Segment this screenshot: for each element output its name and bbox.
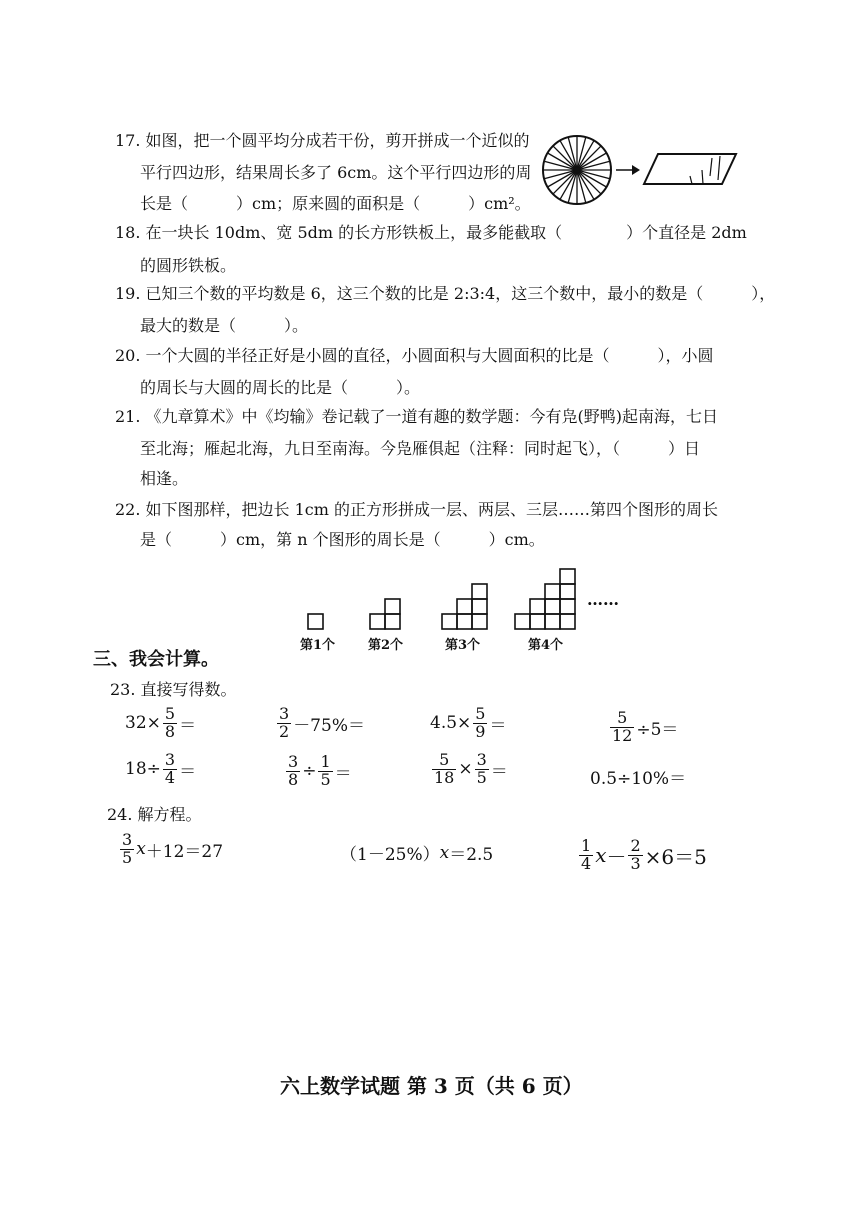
unit-square [472, 599, 487, 614]
unit-square [442, 614, 457, 629]
unit-square [472, 614, 487, 629]
unit-square [472, 584, 487, 599]
q22-line1: 22. 如下图那样，把边长 1cm 的正方形拼成一层、两层、三层……第四个图形的周长 [115, 500, 719, 519]
q17-line1: 17. 如图，把一个圆平均分成若干份，剪开拼成一个近似的 [115, 131, 530, 150]
q23-title: 23. 直接写得数。 [110, 680, 237, 699]
parallelogram-icon [644, 154, 736, 184]
fraction: $\frac{3}{4}$ [164, 750, 176, 787]
unit-square [560, 569, 575, 584]
q24-equation-1: $\frac{3}{5}$ x ＋12＝27 [122, 830, 224, 867]
unit-square [457, 614, 472, 629]
unit-square [545, 614, 560, 629]
fraction: $\frac{3}{8}$ [288, 752, 299, 789]
unit-square [560, 584, 575, 599]
unit-square [560, 614, 575, 629]
unit-square [560, 599, 575, 614]
fraction: $\frac{2}{3}$ [630, 836, 641, 873]
fraction: $\frac{5}{18}$ [434, 750, 455, 787]
figure-label-4: 第4个 [528, 638, 564, 653]
section-3-title: 三、我会计算。 [93, 649, 219, 670]
q21-line3: 相逢。 [140, 469, 189, 488]
unit-square [530, 614, 545, 629]
q24-title: 24. 解方程。 [107, 805, 202, 824]
fraction: $\frac{3}{5}$ [122, 830, 133, 867]
q23-problem-5: 18÷ $\frac{3}{4}$ ＝ [125, 750, 197, 787]
unit-square [370, 614, 385, 629]
q18-line1: 18. 在一块长 10dm、宽 5dm 的长方形铁板上，最多能截取（ ）个直径是 2dm [115, 223, 747, 242]
arrow-right-icon [616, 165, 640, 175]
q23-problem-2: $\frac{3}{2}$ －75%＝ [279, 704, 365, 741]
fraction: $\frac{5}{9}$ [475, 704, 486, 741]
q20-line2: 的周长与大圆的周长的比是（ ）。 [140, 378, 421, 397]
unit-square [530, 599, 545, 614]
fraction: $\frac{3}{2}$ [279, 704, 290, 741]
q17-figure [540, 132, 740, 212]
q23-problem-3: 4.5× $\frac{5}{9}$ ＝ [430, 704, 507, 741]
q21-line2: 至北海；雁起北海，九日至南海。今凫雁俱起（注释：同时起飞），（ ）日 [140, 439, 701, 458]
unit-square [545, 599, 560, 614]
unit-square [385, 599, 400, 614]
q18-line2: 的圆形铁板。 [140, 256, 237, 275]
fraction: $\frac{5}{8}$ [164, 704, 176, 741]
q19-line1: 19. 已知三个数的平均数是 6，这三个数的比是 2:3:4，这三个数中，最小的数是（ ）， [115, 284, 776, 303]
figure-ellipsis: …… [587, 590, 619, 609]
unit-square [385, 614, 400, 629]
q21-line1: 21. 《九章算术》中《均输》卷记载了一道有趣的数学题：今有凫(野鸭)起南海，七日 [115, 407, 719, 426]
q22-line2: 是（ ）cm，第 n 个图形的周长是（ ）cm。 [140, 530, 545, 549]
q19-line2: 最大的数是（ ）。 [140, 316, 309, 335]
q20-line1: 20. 一个大圆的半径正好是小圆的直径，小圆面积与大圆面积的比是（ ），小圆 [115, 346, 714, 365]
fraction: $\frac{1}{5}$ [320, 752, 331, 789]
figure-label-2: 第2个 [368, 638, 404, 653]
q17-line2: 平行四边形，结果周长多了 6cm。这个平行四边形的周 [140, 163, 532, 182]
fraction: $\frac{5}{12}$ [612, 708, 633, 745]
unit-square [515, 614, 530, 629]
figure-label-3: 第3个 [445, 638, 481, 653]
figure-label-1: 第1个 [300, 638, 336, 653]
fraction: $\frac{1}{4}$ [581, 836, 592, 873]
q23-problem-4: $\frac{5}{12}$ ÷5＝ [612, 708, 679, 745]
fraction: $\frac{3}{5}$ [476, 750, 487, 787]
q22-figure [300, 565, 630, 635]
page-footer: 六上数学试题 第 3 页（共 6 页） [280, 1074, 583, 1098]
q23-problem-1: 32× $\frac{5}{8}$ ＝ [125, 704, 197, 741]
unit-square [545, 584, 560, 599]
unit-square [457, 599, 472, 614]
circle-sectors-icon [543, 136, 611, 204]
q23-problem-6: $\frac{3}{8}$ ÷ $\frac{1}{5}$ ＝ [288, 752, 352, 789]
q17-line3: 长是（ ）cm；原来圆的面积是（ ）cm²。 [140, 194, 531, 213]
unit-square [308, 614, 323, 629]
q24-equation-3: $\frac{1}{4}$ x － $\frac{2}{3}$ ×6＝5 [581, 836, 707, 873]
q23-problem-7: $\frac{5}{18}$ × $\frac{3}{5}$ ＝ [434, 750, 508, 787]
q23-problem-8: 0.5÷10%＝ [590, 769, 687, 789]
q24-equation-2: （1－25%） x ＝2.5 [340, 842, 494, 865]
